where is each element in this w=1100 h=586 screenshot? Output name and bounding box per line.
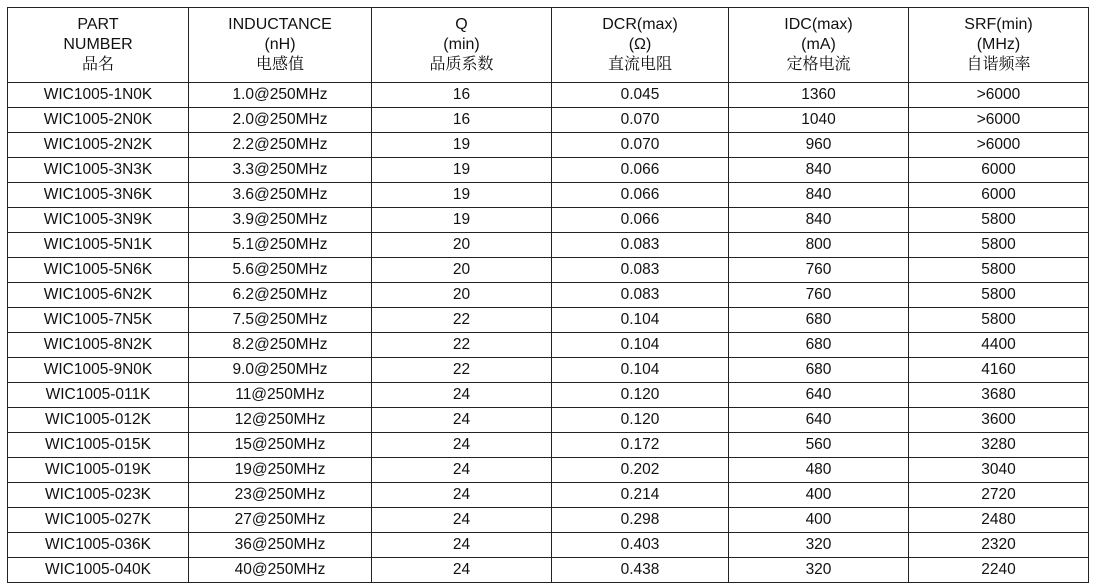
q-cell: 24 [372,558,552,583]
srf-cell: 3040 [909,458,1089,483]
table-row [8,358,1089,383]
srf-cell: 2720 [909,483,1089,508]
idc-cell: 960 [729,133,909,158]
q-cell: 16 [372,83,552,108]
table-row [8,258,1089,283]
table-row [8,183,1089,208]
header-dcr [552,8,729,83]
header-idc [729,8,909,83]
idc-cell: 840 [729,183,909,208]
inductance-cell: 5.1@250MHz [189,233,372,258]
inductance-cell: 8.2@250MHz [189,333,372,358]
srf-cell: 4400 [909,333,1089,358]
q-cell: 19 [372,133,552,158]
srf-cell: >6000 [909,108,1089,133]
table-row [8,233,1089,258]
idc-cell: 680 [729,333,909,358]
header-dcr-unit: (Ω) [628,36,652,53]
part-number-cell: WIC1005-8N2K [8,333,189,358]
header-part-number-zh: 品名 [81,56,114,73]
table-row [8,83,1089,108]
header-q [372,8,552,83]
part-number-cell: WIC1005-3N6K [8,183,189,208]
q-cell: 16 [372,108,552,133]
q-cell: 24 [372,508,552,533]
header-inductance [189,8,372,83]
q-cell: 24 [372,433,552,458]
q-cell: 24 [372,383,552,408]
dcr-cell: 0.083 [552,258,729,283]
header-row [8,8,1089,83]
dcr-cell: 0.298 [552,508,729,533]
idc-cell: 1360 [729,83,909,108]
header-q-en: Q [455,16,468,33]
table-row [8,133,1089,158]
table-row [8,108,1089,133]
part-number-cell: WIC1005-2N2K [8,133,189,158]
inductance-cell: 3.6@250MHz [189,183,372,208]
part-number-cell: WIC1005-012K [8,408,189,433]
part-number-cell: WIC1005-9N0K [8,358,189,383]
srf-cell: 6000 [909,158,1089,183]
q-cell: 24 [372,483,552,508]
dcr-cell: 0.202 [552,458,729,483]
inductance-cell: 2.2@250MHz [189,133,372,158]
table-row [8,283,1089,308]
inductance-cell: 40@250MHz [189,558,372,583]
header-inductance-unit: (nH) [264,36,296,53]
table-body [8,83,1089,583]
header-srf-en: SRF(min) [964,16,1033,33]
inductance-cell: 6.2@250MHz [189,283,372,308]
part-number-cell: WIC1005-040K [8,558,189,583]
inductance-cell: 7.5@250MHz [189,308,372,333]
dcr-cell: 0.104 [552,333,729,358]
part-number-cell: WIC1005-3N9K [8,208,189,233]
header-dcr-zh: 直流电阻 [607,56,672,73]
srf-cell: 3280 [909,433,1089,458]
q-cell: 19 [372,158,552,183]
table-row [8,383,1089,408]
idc-cell: 840 [729,208,909,233]
idc-cell: 760 [729,258,909,283]
idc-cell: 680 [729,308,909,333]
header-q-unit: (min) [443,36,480,53]
dcr-cell: 0.066 [552,208,729,233]
table-row [8,558,1089,583]
dcr-cell: 0.403 [552,533,729,558]
part-number-cell: WIC1005-011K [8,383,189,408]
dcr-cell: 0.172 [552,433,729,458]
table-row [8,158,1089,183]
q-cell: 19 [372,208,552,233]
part-number-cell: WIC1005-3N3K [8,158,189,183]
table-row [8,333,1089,358]
srf-cell: >6000 [909,83,1089,108]
srf-cell: 5800 [909,308,1089,333]
idc-cell: 840 [729,158,909,183]
idc-cell: 680 [729,358,909,383]
srf-cell: 5800 [909,283,1089,308]
inductance-cell: 3.3@250MHz [189,158,372,183]
idc-cell: 800 [729,233,909,258]
srf-cell: >6000 [909,133,1089,158]
table-row [8,533,1089,558]
srf-cell: 2480 [909,508,1089,533]
header-srf [909,8,1089,83]
dcr-cell: 0.045 [552,83,729,108]
table-row [8,433,1089,458]
srf-cell: 2240 [909,558,1089,583]
srf-cell: 5800 [909,208,1089,233]
header-idc-unit: (mA) [801,36,836,53]
inductance-cell: 5.6@250MHz [189,258,372,283]
idc-cell: 400 [729,483,909,508]
srf-cell: 4160 [909,358,1089,383]
inductance-cell: 15@250MHz [189,433,372,458]
idc-cell: 760 [729,283,909,308]
header-part-number-en1: PART [77,16,119,33]
part-number-cell: WIC1005-027K [8,508,189,533]
table-row [8,458,1089,483]
dcr-cell: 0.083 [552,283,729,308]
header-dcr-en: DCR(max) [602,16,678,33]
q-cell: 20 [372,283,552,308]
dcr-cell: 0.104 [552,308,729,333]
part-number-cell: WIC1005-1N0K [8,83,189,108]
q-cell: 24 [372,533,552,558]
header-part-number-en2: NUMBER [63,36,133,53]
q-cell: 22 [372,333,552,358]
table-row [8,408,1089,433]
inductance-cell: 27@250MHz [189,508,372,533]
inductance-cell: 1.0@250MHz [189,83,372,108]
inductance-cell: 36@250MHz [189,533,372,558]
header-inductance-zh: 电感值 [255,56,304,73]
idc-cell: 640 [729,383,909,408]
header-part-number [8,8,189,83]
part-number-cell: WIC1005-6N2K [8,283,189,308]
inductance-cell: 9.0@250MHz [189,358,372,383]
idc-cell: 320 [729,558,909,583]
dcr-cell: 0.120 [552,383,729,408]
dcr-cell: 0.070 [552,133,729,158]
table-row [8,308,1089,333]
inductance-cell: 23@250MHz [189,483,372,508]
srf-cell: 5800 [909,258,1089,283]
q-cell: 24 [372,458,552,483]
q-cell: 19 [372,183,552,208]
header-idc-zh: 定格电流 [786,56,851,73]
inductance-cell: 19@250MHz [189,458,372,483]
dcr-cell: 0.070 [552,108,729,133]
idc-cell: 640 [729,408,909,433]
idc-cell: 320 [729,533,909,558]
q-cell: 24 [372,408,552,433]
dcr-cell: 0.438 [552,558,729,583]
table-row [8,208,1089,233]
idc-cell: 400 [729,508,909,533]
part-number-cell: WIC1005-7N5K [8,308,189,333]
inductance-cell: 3.9@250MHz [189,208,372,233]
table-row [8,508,1089,533]
q-cell: 22 [372,358,552,383]
inductance-cell: 12@250MHz [189,408,372,433]
part-number-cell: WIC1005-023K [8,483,189,508]
header-inductance-en: INDUCTANCE [228,16,332,33]
dcr-cell: 0.214 [552,483,729,508]
q-cell: 20 [372,233,552,258]
dcr-cell: 0.083 [552,233,729,258]
part-number-cell: WIC1005-5N6K [8,258,189,283]
table-header [8,8,1089,83]
srf-cell: 6000 [909,183,1089,208]
srf-cell: 3600 [909,408,1089,433]
dcr-cell: 0.104 [552,358,729,383]
inductor-spec-table [7,7,1089,583]
table-row [8,483,1089,508]
idc-cell: 480 [729,458,909,483]
part-number-cell: WIC1005-2N0K [8,108,189,133]
dcr-cell: 0.120 [552,408,729,433]
header-q-zh: 品质系数 [429,56,494,73]
part-number-cell: WIC1005-019K [8,458,189,483]
part-number-cell: WIC1005-5N1K [8,233,189,258]
q-cell: 22 [372,308,552,333]
q-cell: 20 [372,258,552,283]
dcr-cell: 0.066 [552,183,729,208]
header-srf-zh: 自谐频率 [966,56,1031,73]
header-srf-unit: (MHz) [976,36,1021,53]
srf-cell: 3680 [909,383,1089,408]
dcr-cell: 0.066 [552,158,729,183]
inductance-cell: 2.0@250MHz [189,108,372,133]
idc-cell: 560 [729,433,909,458]
srf-cell: 5800 [909,233,1089,258]
header-idc-en: IDC(max) [784,16,853,33]
srf-cell: 2320 [909,533,1089,558]
part-number-cell: WIC1005-015K [8,433,189,458]
idc-cell: 1040 [729,108,909,133]
part-number-cell: WIC1005-036K [8,533,189,558]
inductance-cell: 11@250MHz [189,383,372,408]
